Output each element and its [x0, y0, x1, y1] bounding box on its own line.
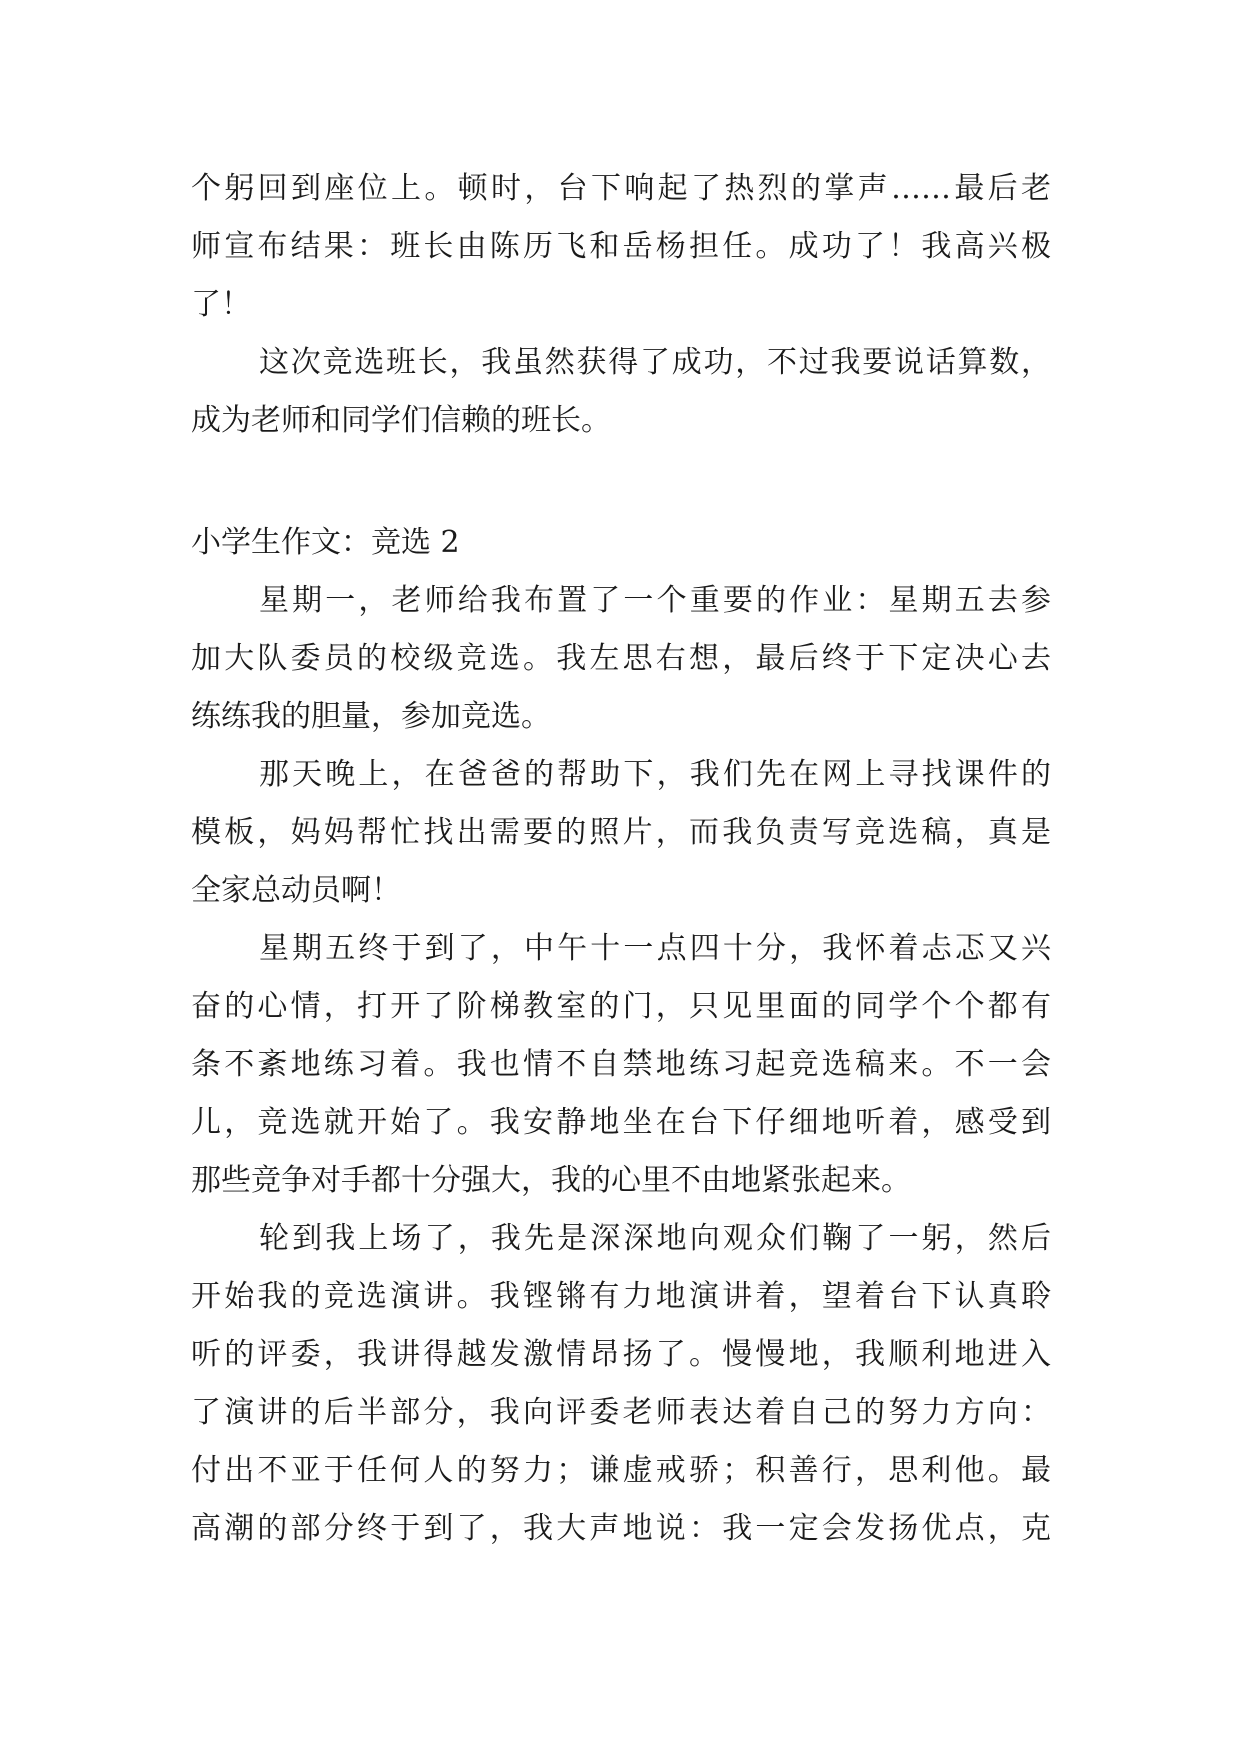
text-line: 轮到我上场了，我先是深深地向观众们鞠了一躬，然后: [259, 1221, 1051, 1256]
section-gap: [191, 450, 1051, 514]
text-line: 开始我的竞选演讲。我铿锵有力地演讲着，望着台下认真聆: [191, 1279, 1051, 1314]
paragraph-conclusion: [191, 334, 1051, 450]
text-line: 了演讲的后半部分，我向评委老师表达着自己的努力方向：: [191, 1395, 1051, 1430]
paragraph: [191, 1210, 1051, 1558]
text-line: 师宣布结果：班长由陈历飞和岳杨担任。成功了！我高兴极: [191, 229, 1051, 264]
paragraph: [191, 746, 1051, 920]
text-line: 听的评委，我讲得越发激情昂扬了。慢慢地，我顺利地进入: [191, 1337, 1051, 1372]
text-line: 付出不亚于任何人的努力；谦虚戒骄；积善行，思利他。最: [191, 1453, 1051, 1488]
text-line: 那些竞争对手都十分强大，我的心里不由地紧张起来。: [191, 1163, 911, 1198]
text-line: 个躬回到座位上。顿时，台下响起了热烈的掌声……最后老: [191, 171, 1051, 206]
text-line: 条不紊地练习着。我也情不自禁地练习起竞选稿来。不一会: [191, 1047, 1051, 1082]
text-line: 模板，妈妈帮忙找出需要的照片，而我负责写竞选稿，真是: [191, 815, 1051, 850]
text-line: 这次竞选班长，我虽然获得了成功，不过我要说话算数，: [259, 345, 1051, 380]
text-line: 奋的心情，打开了阶梯教室的门，只见里面的同学个个都有: [191, 989, 1051, 1024]
text-line: 加大队委员的校级竞选。我左思右想，最后终于下定决心去: [191, 641, 1051, 676]
document-body: [191, 160, 1051, 1558]
text-line: 星期一，老师给我布置了一个重要的作业：星期五去参: [259, 583, 1051, 618]
text-line: 了！: [191, 287, 251, 322]
text-line: 全家总动员啊！: [191, 873, 401, 908]
text-line: 儿，竞选就开始了。我安静地坐在台下仔细地听着，感受到: [191, 1105, 1051, 1140]
text-line: 星期五终于到了，中午十一点四十分，我怀着忐忑又兴: [259, 931, 1051, 966]
paragraph: [191, 572, 1051, 746]
text-line: 成为老师和同学们信赖的班长。: [191, 403, 611, 438]
essay-title: 小学生作文：竞选 2: [191, 525, 460, 560]
text-line: 练练我的胆量，参加竞选。: [191, 699, 551, 734]
paragraph-continuation: [191, 160, 1051, 334]
text-line: 高潮的部分终于到了，我大声地说：我一定会发扬优点，克: [191, 1511, 1051, 1546]
paragraph: [191, 920, 1051, 1210]
text-line: 那天晚上，在爸爸的帮助下，我们先在网上寻找课件的: [259, 757, 1051, 792]
